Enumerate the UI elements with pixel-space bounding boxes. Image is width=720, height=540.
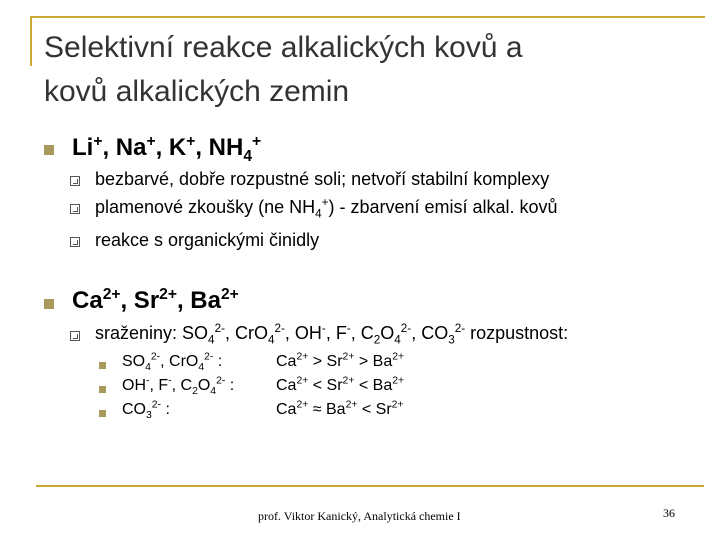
- list-item: plamenové zkoušky (ne $NH_4^+$) - zbarvení emisí alkal. kovů: [95, 196, 558, 221]
- section-heading-alkaline-earth: $Ca^{2+}$, $Sr^{2+}$, $Ba^{2+}$: [72, 286, 239, 314]
- title-line-1: Selektivní reakce alkalických kovů a: [44, 31, 523, 64]
- page-number: 36: [663, 506, 675, 520]
- title-line-2: kovů alkalických zemin: [44, 75, 350, 108]
- list-item: reakce s organickými činidly: [95, 230, 320, 250]
- checkbox-bullet-icon: [70, 331, 80, 341]
- list-item: sraženiny: $SO_4^{2-}$, CrO$_4^{2-}$, OH-, F-, $C_2O_4^{2-}$, $CO_3^{2-}$ rozpustnost:: [95, 322, 569, 347]
- square-bullet-icon: [99, 386, 106, 393]
- footer-divider: [36, 485, 704, 487]
- square-bullet-icon: [99, 362, 106, 369]
- checkbox-bullet-icon: [70, 176, 80, 186]
- square-bullet-icon: [99, 410, 106, 417]
- footer-author: prof. Viktor Kanický, Analytická chemie I: [258, 509, 461, 523]
- anion-label: $CO_3^{2-}$ :: [122, 399, 170, 422]
- square-bullet-icon: [44, 145, 54, 155]
- checkbox-bullet-icon: [70, 237, 80, 247]
- slide-title: [44, 26, 684, 114]
- list-item: bezbarvé, dobře rozpustné soli; netvoří stabilní komplexy: [95, 169, 550, 189]
- frame-left-line: [30, 16, 32, 66]
- anion-label: OH-, F-, $C_2O_4^{2-}$ :: [122, 375, 235, 398]
- checkbox-bullet-icon: [70, 204, 80, 214]
- frame-top-line: [30, 16, 705, 18]
- solubility-order: $Ca^{2+} > Sr^{2+} > Ba^{2+}$: [276, 351, 405, 370]
- anion-label: $SO_4^{2-}$, CrO$_4^{2-}$ :: [122, 351, 223, 374]
- section-heading-alkali: Li+, Na+, K+, $NH_4^+$: [72, 133, 262, 165]
- solubility-order: $Ca^{2+} \approx Ba^{2+} < Sr^{2+}$: [276, 399, 404, 418]
- square-bullet-icon: [44, 299, 54, 309]
- solubility-order: $Ca^{2+} < Sr^{2+} < Ba^{2+}$: [276, 375, 405, 394]
